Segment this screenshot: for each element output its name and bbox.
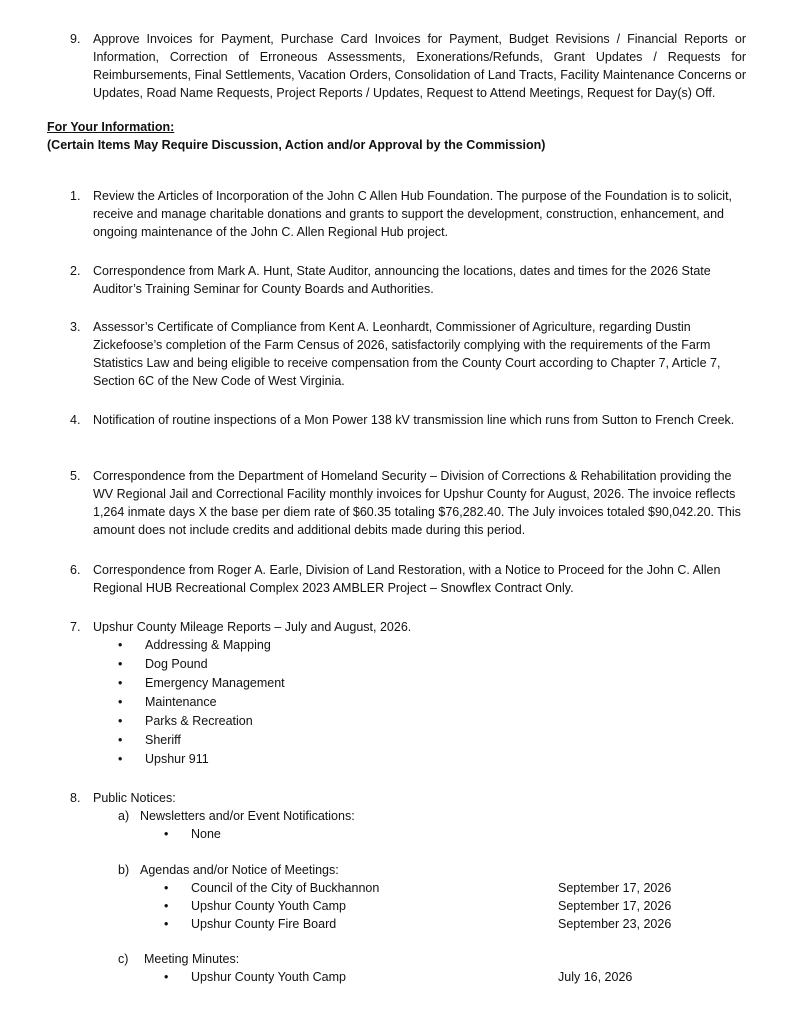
item-number: 8. (70, 791, 81, 805)
notice-entry-name: Upshur County Youth Camp (191, 970, 346, 984)
agenda-item-9 (70, 30, 746, 102)
mileage-report-label: Addressing & Mapping (145, 638, 271, 652)
notice-entry-date: September 17, 2026 (558, 899, 672, 913)
fyi-item-8 (70, 789, 746, 807)
mileage-report-item (118, 674, 285, 693)
item-number: 5. (70, 469, 81, 483)
fyi-heading: For Your Information: (47, 120, 175, 134)
mileage-report-item (118, 731, 181, 750)
mileage-report-label: Upshur 911 (145, 752, 209, 766)
item-number: 3. (70, 320, 81, 334)
fyi-item-3 (70, 318, 746, 390)
notice-entry-name: Council of the City of Buckhannon (191, 881, 380, 895)
item-text: Approve Invoices for Payment, Purchase Card Invoices for Payment, Budget Revisions / Financial Reports or Information, Correction of Erroneous Assessments, Exonerations/Refunds, Grant Updates / Requests for Reimbursements, Final Settlements, Vacation Orders, Consolidation of Land Tracts, Facility Maintenance Concerns or Updates, Road Name Requests, Project Reports / Updates, Request to Attend Meetings, Request for Day(s) Off. (93, 32, 746, 100)
mileage-report-item (118, 636, 271, 655)
mileage-report-label: Maintenance (145, 695, 217, 709)
mileage-report-label: Dog Pound (145, 657, 208, 671)
bullet-icon: • (118, 714, 123, 728)
item-text: Correspondence from Mark A. Hunt, State Auditor, announcing the locations, dates and times for the 2026 State Auditor’s Training Seminar for County Boards and Authorities. (93, 264, 711, 296)
bullet-icon: • (164, 899, 169, 913)
fyi-subheading: (Certain Items May Require Discussion, Action and/or Approval by the Commission) (47, 138, 546, 152)
notice-entry-date: July 16, 2026 (558, 970, 633, 984)
mileage-report-label: Parks & Recreation (145, 714, 253, 728)
subsection-label: Newsletters and/or Event Notifications: (140, 809, 355, 823)
fyi-item-1 (70, 187, 746, 241)
fyi-section-header (47, 118, 545, 154)
item-number: 1. (70, 189, 81, 203)
notice-entry-date: September 23, 2026 (558, 917, 672, 931)
notice-entry (164, 879, 379, 898)
item-number: 2. (70, 264, 81, 278)
item-text: Public Notices: (93, 791, 176, 805)
notice-entry (164, 968, 346, 987)
subsection-letter: b) (118, 863, 130, 877)
mileage-report-item (118, 693, 217, 712)
notice-entry-name: None (191, 827, 221, 841)
bullet-icon: • (118, 676, 123, 690)
fyi-item-4 (70, 411, 746, 429)
subsection-letter: a) (118, 809, 130, 823)
item-number: 7. (70, 620, 81, 634)
bullet-icon: • (118, 638, 123, 652)
notice-entry (164, 915, 336, 934)
bullet-icon: • (118, 657, 123, 671)
public-notice-subsection (118, 950, 239, 968)
item-number: 6. (70, 563, 81, 577)
item-text: Correspondence from the Department of Homeland Security – Division of Corrections & Rehabilitation providing the WV Regional Jail and Correctional Facility monthly invoices for Upshur County for August, 2026. The invoice reflects 1,264 inmate days X the base per diem rate of $60.35 totaling $76,282.40. The July invoices totaled $90,042.20. This amount does not include credits and additional debits made during this period. (93, 469, 741, 537)
item-text: Correspondence from Roger A. Earle, Division of Land Restoration, with a Notice to Proceed for the John C. Allen Regional HUB Recreational Complex 2023 AMBLER Project – Snowflex Contract Only. (93, 563, 721, 595)
bullet-icon: • (164, 970, 169, 984)
notice-entry-date: September 17, 2026 (558, 881, 672, 895)
notice-entry (164, 825, 221, 844)
notice-entry-name: Upshur County Fire Board (191, 917, 337, 931)
bullet-icon: • (118, 695, 123, 709)
item-text: Upshur County Mileage Reports – July and August, 2026. (93, 620, 412, 634)
subsection-label: Agendas and/or Notice of Meetings: (140, 863, 339, 877)
mileage-report-item (118, 655, 208, 674)
bullet-icon: • (164, 881, 169, 895)
fyi-item-2 (70, 262, 746, 298)
notice-entry-name: Upshur County Youth Camp (191, 899, 346, 913)
mileage-report-label: Emergency Management (145, 676, 285, 690)
item-text: Notification of routine inspections of a Mon Power 138 kV transmission line which runs from Sutton to French Creek. (93, 413, 735, 427)
bullet-icon: • (164, 827, 169, 841)
fyi-item-5 (70, 467, 746, 539)
fyi-item-7 (70, 618, 746, 636)
mileage-report-label: Sheriff (145, 733, 181, 747)
subsection-label: Meeting Minutes: (144, 952, 240, 966)
mileage-report-item (118, 712, 253, 731)
public-notice-subsection (118, 807, 355, 825)
notice-entry (164, 897, 346, 916)
item-number: 9. (70, 32, 81, 46)
public-notice-subsection (118, 861, 339, 879)
item-text: Assessor’s Certificate of Compliance from Kent A. Leonhardt, Commissioner of Agriculture, regarding Dustin Zickefoose’s completion of the Farm Census of 2026, satisfactorily complying with the requirements of the Farm Statistics Law and being eligible to receive compensation from the County Court according to Chapter 7, Article 7, Section 6C of the New Code of West Virginia. (93, 320, 721, 388)
subsection-letter: c) (118, 952, 129, 966)
bullet-icon: • (118, 733, 123, 747)
mileage-report-item (118, 750, 209, 769)
fyi-item-6 (70, 561, 746, 597)
item-number: 4. (70, 413, 81, 427)
item-text: Review the Articles of Incorporation of the John C Allen Hub Foundation. The purpose of the Foundation is to solicit, receive and manage charitable donations and grants to support the development, construction, enhancement, and ongoing maintenance of the John C. Allen Regional Hub project. (93, 189, 733, 239)
bullet-icon: • (118, 752, 123, 766)
bullet-icon: • (164, 917, 169, 931)
